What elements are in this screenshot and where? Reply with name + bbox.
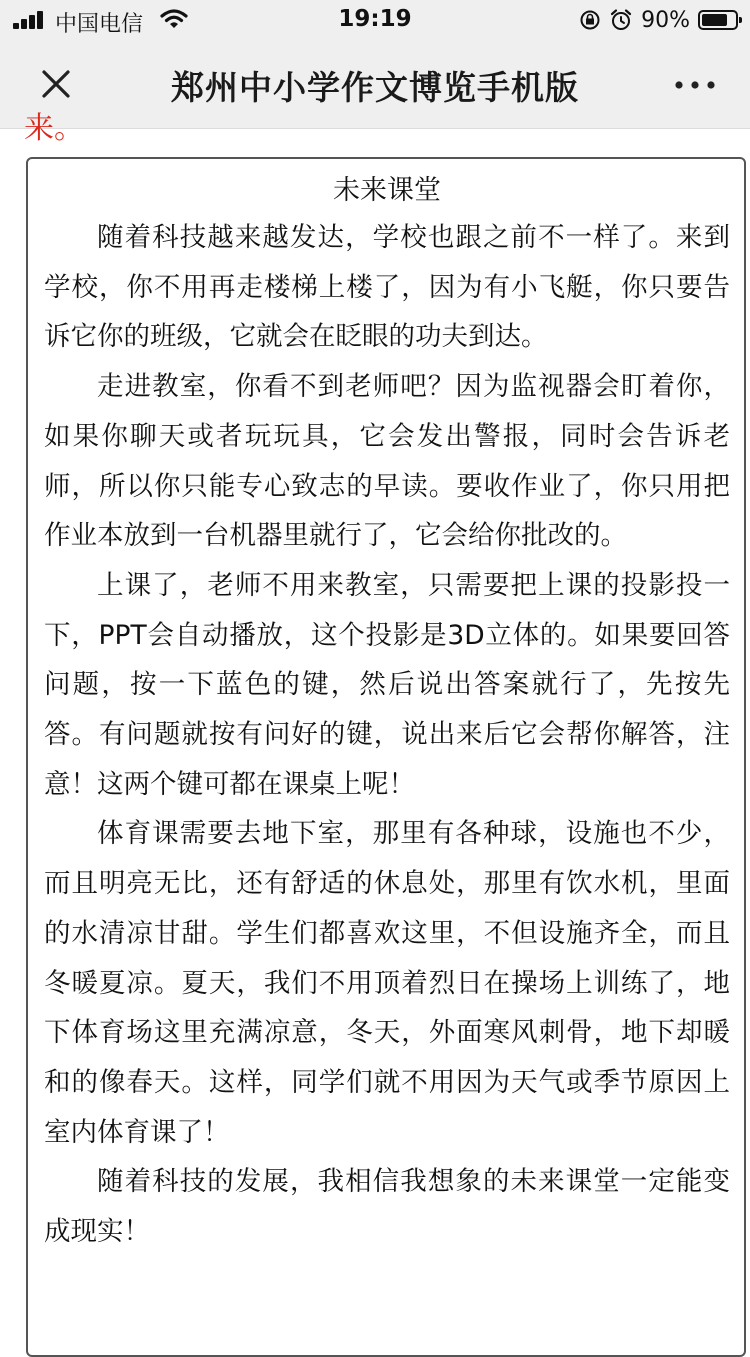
essay-paragraph: 体育课需要去地下室，那里有各种球，设施也不少，而且明亮无比，还有舒适的休息处，那里有饮水机，里面的水清凉甘甜。学生们都喜欢这里，不但设施齐全，而且冬暖夏凉。夏天，我们不用顶着烈日在操场上训练了，地下体育场这里充满凉意，冬天，外面寒风刺骨，地下却暖和的像春天。这样，同学们就不用因为天气或季节原因上室内体育课了！ — [44, 818, 730, 1148]
battery-percent: 90% — [641, 7, 690, 33]
status-right — [579, 6, 738, 34]
article-content[interactable] — [0, 111, 750, 1334]
essay-paragraph: 随着科技越来越发达，学校也跟之前不一样了。来到学校，你不用再走楼梯上楼了，因为有小飞艇，你只要告诉它你的班级，它就会在眨眼的功夫到达。 — [44, 222, 730, 353]
nav-bar — [0, 40, 750, 129]
more-icon[interactable] — [670, 70, 720, 100]
page-title: 郑州中小学作文博览手机版 — [171, 68, 579, 107]
essay-paragraph: 上课了，老师不用来教室，只需要把上课的投影投一下，PPT会自动播放，这个投影是3D立体的。如果要回答问题，按一下蓝色的键，然后说出答案就行了，先按先答。有问题就按有问好的键，说出来后它会帮你解答，注意！这两个键可都在课桌上呢！ — [44, 569, 730, 800]
essay-title: 未来课堂 — [333, 175, 441, 206]
essay-paragraph: 走进教室，你看不到老师吧？因为监视器会盯着你，如果你聊天或者玩玩具，它会发出警报，同时会告诉老师，所以你只能专心致志的早读。要收作业了，你只用把作业本放到一台机器里就行了，它会给你批改的。 — [44, 371, 730, 552]
battery-icon — [698, 10, 738, 30]
status-bar — [0, 0, 750, 40]
essay-paragraph: 随着科技的发展，我相信我想象的未来课堂一定能变成现实！ — [44, 1166, 730, 1248]
essay-box — [26, 157, 746, 1357]
alarm-icon — [609, 8, 633, 32]
battery-fill — [702, 14, 727, 26]
clock: 19:19 — [338, 6, 412, 32]
carrier-label: 中国电信 — [55, 12, 144, 37]
orientation-lock-icon — [579, 9, 601, 31]
previous-text-fragment: 来。 — [24, 111, 84, 146]
